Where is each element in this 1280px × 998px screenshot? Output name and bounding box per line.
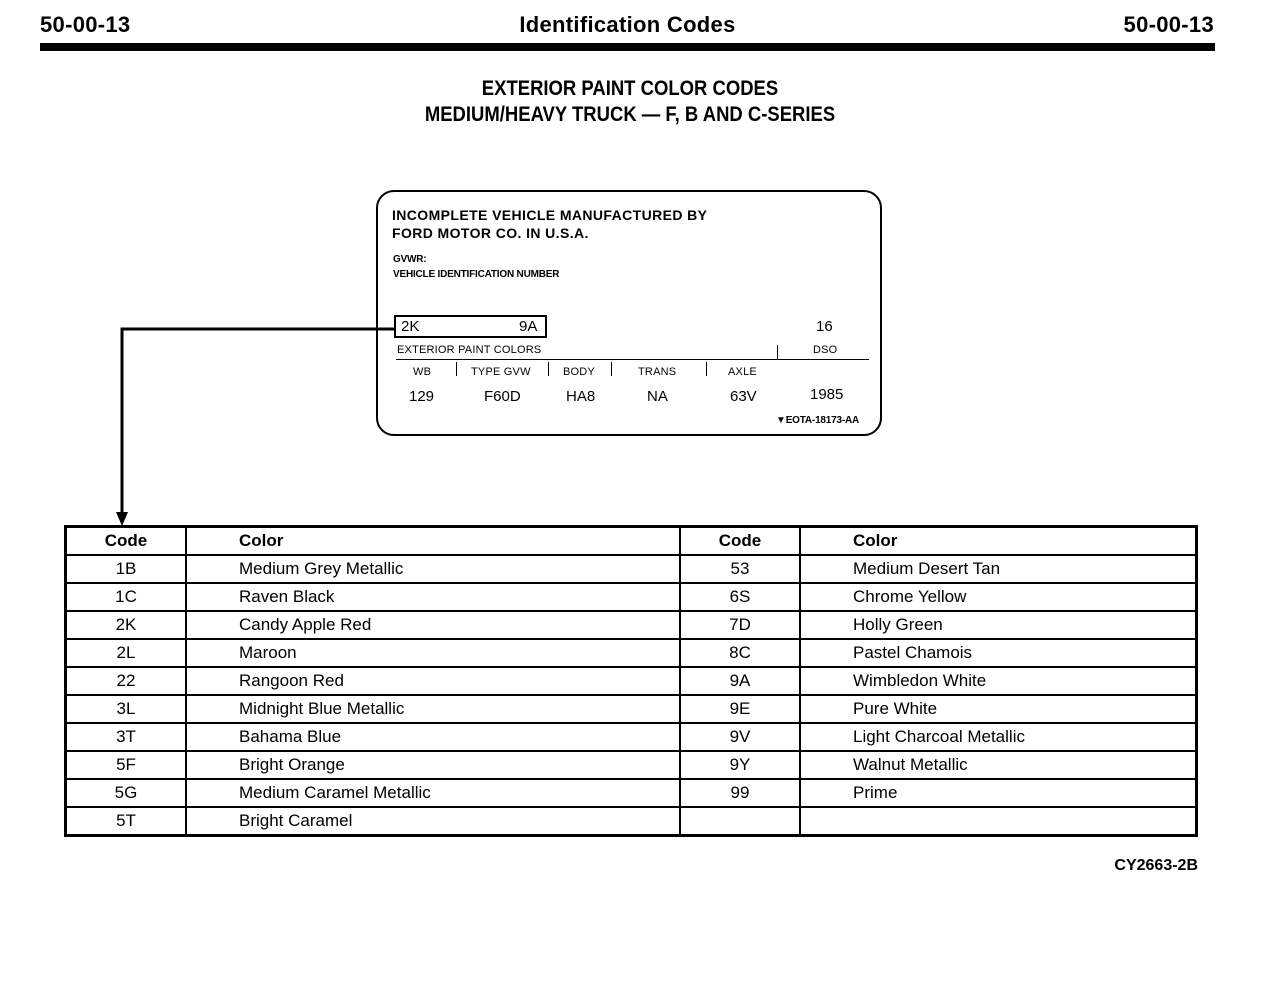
color-cell: Prime	[800, 779, 1197, 807]
color-cell: Pastel Chamois	[800, 639, 1197, 667]
field-value-body: HA8	[566, 388, 596, 405]
code-cell: 9Y	[680, 751, 800, 779]
code-cell: 9V	[680, 723, 800, 751]
color-cell: Medium Caramel Metallic	[186, 779, 680, 807]
code-cell: 5T	[66, 807, 187, 836]
field-value-trans: NA	[647, 388, 668, 405]
color-cell: Chrome Yellow	[800, 583, 1197, 611]
figure-title: EXTERIOR PAINT COLOR CODES	[481, 77, 779, 100]
field-label-type-gvw: TYPE GVW	[471, 366, 531, 378]
header-color-1: Color	[186, 527, 680, 556]
field-label-axle: AXLE	[728, 366, 757, 378]
color-cell: Medium Grey Metallic	[186, 555, 680, 583]
table-row	[66, 611, 1197, 639]
color-cell: Pure White	[800, 695, 1197, 723]
paint-code-table	[64, 525, 1198, 837]
page-title: Identification Codes	[519, 12, 736, 37]
table-header-row	[66, 527, 1197, 556]
code-cell	[680, 807, 800, 836]
year-value: 1985	[810, 386, 844, 403]
table-row	[66, 555, 1197, 583]
code-cell: 3L	[66, 695, 187, 723]
code-cell: 53	[680, 555, 800, 583]
code-cell: 9E	[680, 695, 800, 723]
color-cell: Rangoon Red	[186, 667, 680, 695]
field-value-wb: 129	[409, 388, 435, 405]
arrowhead-icon	[116, 512, 128, 526]
table-row	[66, 667, 1197, 695]
color-cell: Maroon	[186, 639, 680, 667]
table-row	[66, 751, 1197, 779]
table-row	[66, 723, 1197, 751]
table-row	[66, 583, 1197, 611]
dso-label: DSO	[813, 344, 838, 356]
figure-subtitle: MEDIUM/HEAVY TRUCK — F, B AND C-SERIES	[424, 103, 836, 126]
table-row	[66, 779, 1197, 807]
code-cell: 22	[66, 667, 187, 695]
color-cell: Light Charcoal Metallic	[800, 723, 1197, 751]
color-cell: Medium Desert Tan	[800, 555, 1197, 583]
code-cell: 1C	[66, 583, 187, 611]
header-code-2: Code	[680, 527, 800, 556]
code-cell: 5F	[66, 751, 187, 779]
color-cell	[800, 807, 1197, 836]
code-cell: 9A	[680, 667, 800, 695]
color-cell: Holly Green	[800, 611, 1197, 639]
code-cell: 7D	[680, 611, 800, 639]
code-cell: 8C	[680, 639, 800, 667]
field-value-type-gvw: F60D	[484, 388, 521, 405]
code-cell: 2L	[66, 639, 187, 667]
label-part-number: ▼EOTA-18173-AA	[776, 415, 860, 426]
label-manufacturer-line1: INCOMPLETE VEHICLE MANUFACTURED BY	[392, 207, 708, 223]
table-row	[66, 639, 1197, 667]
field-label-wb: WB	[413, 366, 432, 378]
section-number-left: 50-00-13	[40, 12, 131, 37]
code-cell: 5G	[66, 779, 187, 807]
paint-code-2: 9A	[519, 318, 538, 335]
dso-value: 16	[816, 318, 833, 335]
code-cell: 3T	[66, 723, 187, 751]
table-row	[66, 695, 1197, 723]
color-cell: Raven Black	[186, 583, 680, 611]
color-cell: Wimbledon White	[800, 667, 1197, 695]
field-value-axle: 63V	[730, 388, 757, 405]
code-cell: 2K	[66, 611, 187, 639]
paint-code-1: 2K	[401, 318, 420, 335]
header-code-1: Code	[66, 527, 187, 556]
color-cell: Candy Apple Red	[186, 611, 680, 639]
table-row	[66, 807, 1197, 836]
code-cell: 1B	[66, 555, 187, 583]
field-label-body: BODY	[563, 366, 595, 378]
label-gvwr: GVWR:	[393, 254, 427, 265]
color-cell: Midnight Blue Metallic	[186, 695, 680, 723]
code-cell: 6S	[680, 583, 800, 611]
color-cell: Bahama Blue	[186, 723, 680, 751]
code-cell: 99	[680, 779, 800, 807]
color-cell: Bright Orange	[186, 751, 680, 779]
label-manufacturer-line2: FORD MOTOR CO. IN U.S.A.	[392, 225, 589, 241]
label-vin: VEHICLE IDENTIFICATION NUMBER	[393, 269, 560, 280]
color-cell: Bright Caramel	[186, 807, 680, 836]
header-color-2: Color	[800, 527, 1197, 556]
field-label-trans: TRANS	[638, 366, 677, 378]
exterior-paint-label: EXTERIOR PAINT COLORS	[397, 344, 542, 356]
figure-id: CY2663-2B	[1114, 857, 1198, 874]
section-number-right: 50-00-13	[1123, 12, 1214, 37]
color-cell: Walnut Metallic	[800, 751, 1197, 779]
